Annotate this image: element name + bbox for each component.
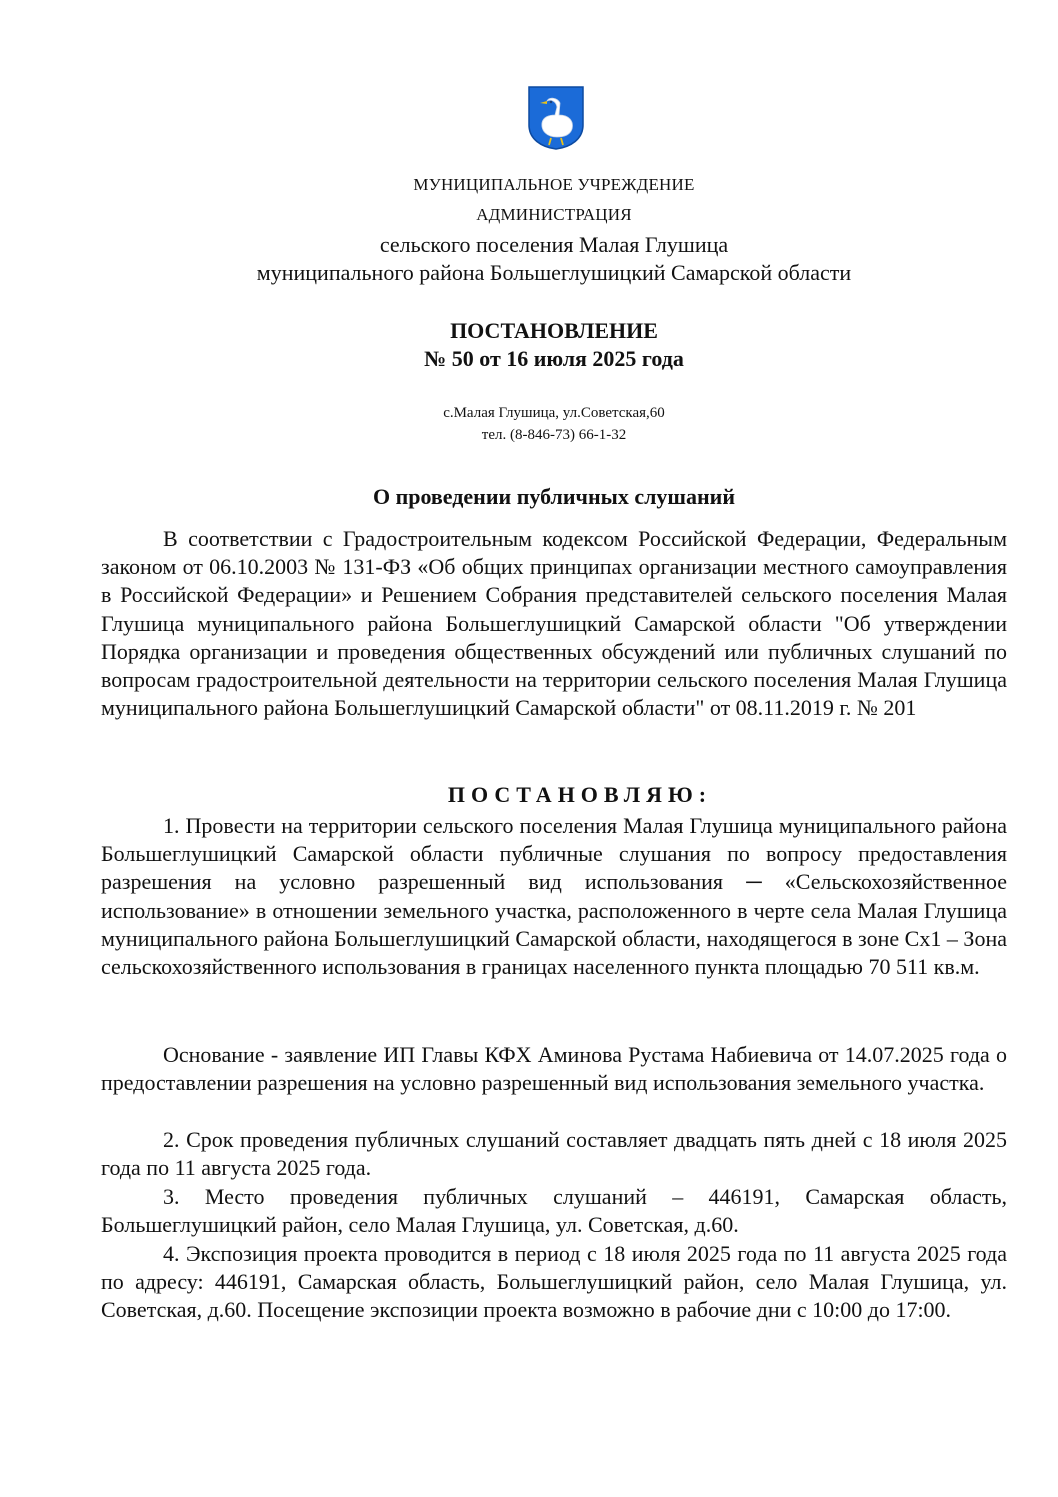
- item-1-paragraph: 1. Провести на территории сельского поселения Малая Глушица муниципального района Большеглушицкий Самарской области публичные слушания по вопросу предоставления разрешения на условно разрешенный вид использования ─ «Сельскохозяйственное использование» в отношении земельного участка, расположенного в черте села Малая Глушица муниципального района Большеглушицкий Самарской области, находящегося в зоне Сх1 – Зона сельскохозяйственного использования в границах населенного пункта площадью 70 511 кв.м.: [101, 813, 1007, 980]
- header-administration: АДМИНИСТРАЦИЯ: [476, 205, 632, 224]
- address-street: с.Малая Глушица, ул.Советская,60: [443, 405, 665, 421]
- address-phone: тел. (8-846-73) 66-1-32: [481, 427, 627, 443]
- preamble-paragraph: В соответствии с Градостроительным кодексом Российской Федерации, Федеральным законом от 06.10.2003 № 131-ФЗ «Об общих принципах организации местного самоуправления в Российской Федерации» и Решением Собрания представителей сельского поселения Малая Глушица муниципального района Большеглушицкий Самарской области "Об утверждении Порядка организации и проведения общественных обсуждений или публичных слушаний по вопросам градостроительной деятельности на территории сельского поселения Малая Глушица муниципального района Большеглушицкий Самарской области" от 08.11.2019 г. № 201: [101, 526, 1007, 721]
- document-number-date: № 50 от 16 июля 2025 года: [424, 346, 684, 371]
- header-district: муниципального района Большеглушицкий Самарской области: [256, 260, 852, 285]
- coat-of-arms-icon: [527, 85, 585, 151]
- document-subject: О проведении публичных слушаний: [372, 484, 736, 509]
- header-settlement: сельского поселения Малая Глушица: [379, 232, 729, 257]
- document-type: ПОСТАНОВЛЕНИЕ: [450, 318, 658, 343]
- item-4-paragraph: 4. Экспозиция проекта проводится в период с 18 июля 2025 года по 11 августа 2025 года по адресу: 446191, Самарская область, Большеглушицкий район, село Малая Глушица, ул. Советская, д.60. Посещение экспозиции проекта возможно в рабочие дни с 10:00 до 17:00.: [101, 1241, 1007, 1323]
- item-2-paragraph: 2. Срок проведения публичных слушаний составляет двадцать пять дней с 18 июля 2025 года по 11 августа 2025 года.: [101, 1127, 1007, 1181]
- item-1-basis-paragraph: Основание - заявление ИП Главы КФХ Аминова Рустама Набиевича от 14.07.2025 года о предоставлении разрешения на условно разрешенный вид использования земельного участка.: [101, 1042, 1007, 1096]
- item-3-paragraph: 3. Место проведения публичных слушаний – 446191, Самарская область, Большеглушицкий район, село Малая Глушица, ул. Советская, д.60.: [101, 1184, 1007, 1238]
- header-institution: МУНИЦИПАЛЬНОЕ УЧРЕЖДЕНИЕ: [413, 175, 695, 194]
- decree-word: ПОСТАНОВЛЯЮ:: [447, 782, 713, 807]
